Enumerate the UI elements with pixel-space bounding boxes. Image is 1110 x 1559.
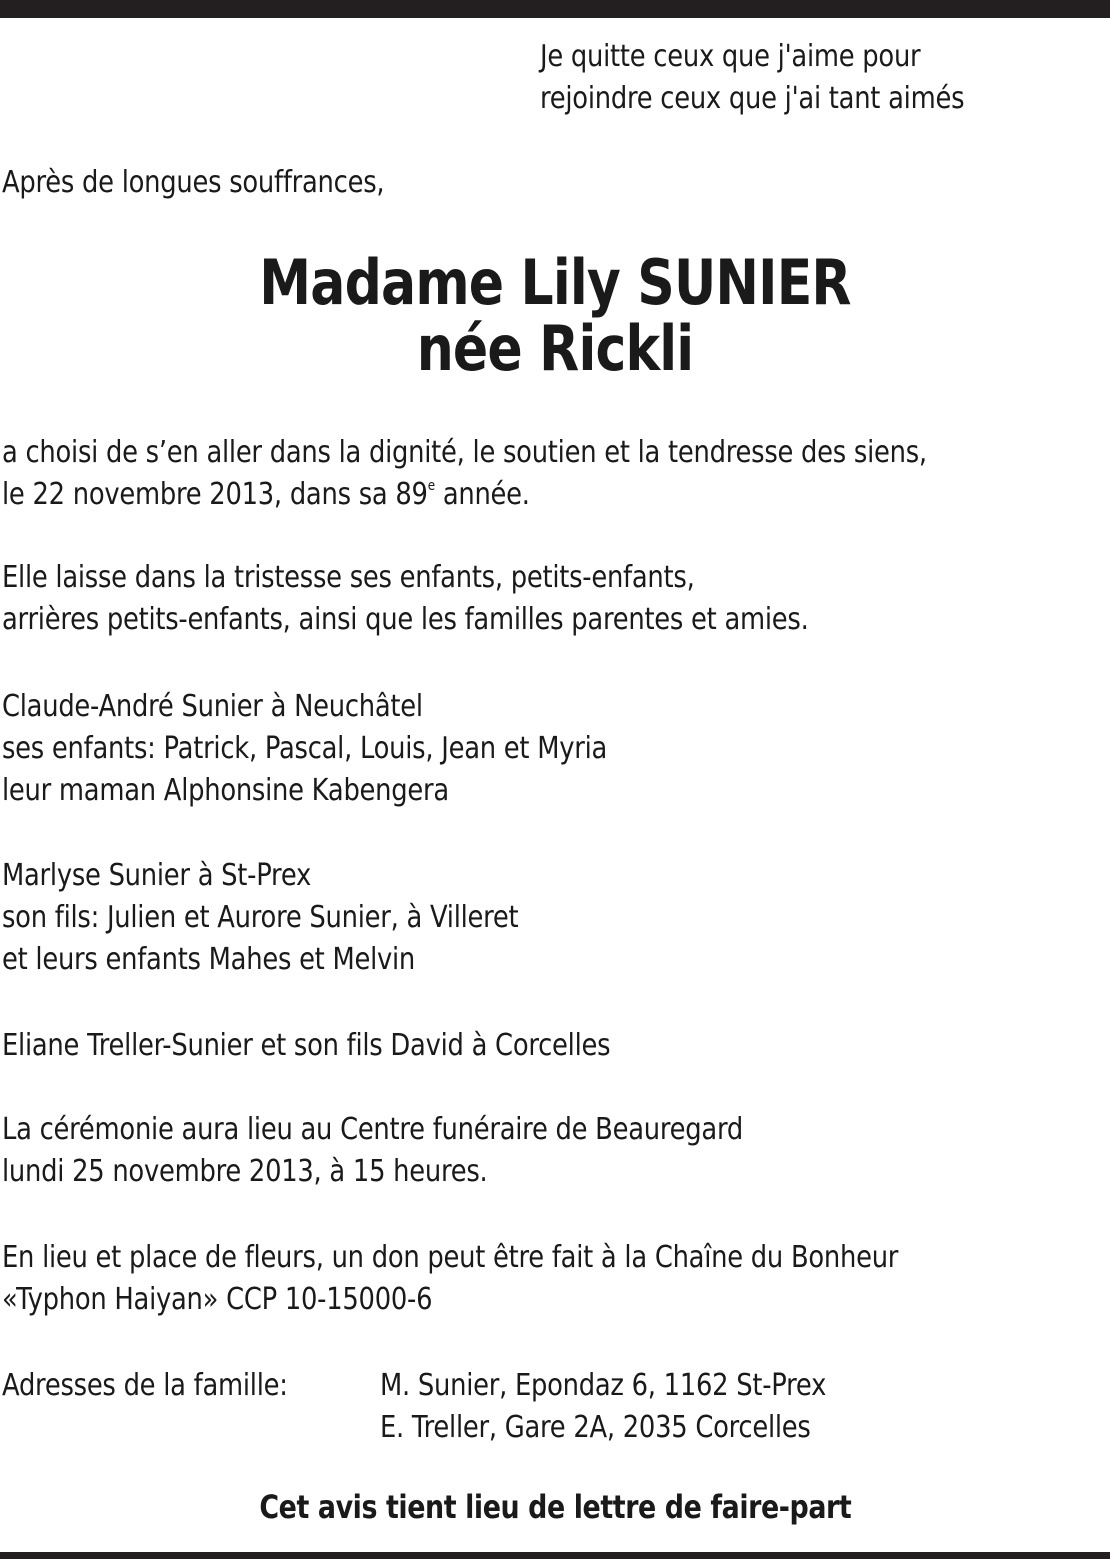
donation — [2, 1237, 1044, 1321]
family-line: son fils: Julien et Aurore Sunier, à Villeret — [2, 900, 519, 935]
intro — [2, 162, 447, 204]
family-group-1 — [2, 686, 706, 812]
ceremony-line: lundi 25 novembre 2013, à 15 heures. — [2, 1154, 488, 1189]
intro-text: Après de longues souffrances, — [2, 165, 385, 200]
mourners — [2, 557, 940, 641]
address-line: E. Treller, Gare 2A, 2035 Corcelles — [380, 1410, 811, 1445]
family-line: et leurs enfants Mahes et Melvin — [2, 942, 416, 977]
address-line: M. Sunier, Epondaz 6, 1162 St-Prex — [380, 1368, 827, 1403]
family-group-3 — [2, 1025, 709, 1067]
deceased-name — [0, 246, 1110, 385]
announcement-date-age: le 22 novembre 2013, dans sa 89 — [2, 477, 428, 512]
addresses-label-text: Adresses de la famille: — [2, 1368, 288, 1403]
ceremony-line: La cérémonie aura lieu au Centre funéraire de Beauregard — [2, 1112, 743, 1147]
family-line: Claude-André Sunier à Neuchâtel — [2, 689, 423, 724]
ordinal-suffix: e — [427, 478, 435, 494]
donation-line: En lieu et place de fleurs, un don peut être fait à la Chaîne du Bonheur — [2, 1240, 899, 1275]
top-border — [0, 0, 1110, 18]
family-line: Eliane Treller-Sunier et son fils David à Corcelles — [2, 1028, 611, 1063]
mourners-line: Elle laisse dans la tristesse ses enfants, petits-enfants, — [2, 560, 695, 595]
family-line: leur maman Alphonsine Kabengera — [2, 773, 449, 808]
epigraph-line: rejoindre ceux que j'ai tant aimés — [540, 81, 965, 116]
addresses-label — [2, 1365, 334, 1407]
family-line: Marlyse Sunier à St-Prex — [2, 858, 312, 893]
family-group-2 — [2, 855, 602, 981]
epigraph-line: Je quitte ceux que j'aime pour — [540, 39, 921, 74]
announcement-year-word: année. — [434, 477, 530, 512]
family-line: ses enfants: Patrick, Pascal, Louis, Jean et Myria — [2, 731, 608, 766]
bottom-border — [0, 1552, 1110, 1559]
closing-note — [0, 1487, 1110, 1527]
mourners-line: arrières petits-enfants, ainsi que les familles parentes et amies. — [2, 602, 809, 637]
addresses-list — [380, 1365, 899, 1449]
ceremony — [2, 1109, 864, 1193]
announcement — [2, 432, 1077, 516]
announcement-line — [2, 474, 927, 516]
donation-line: «Typhon Haiyan» CCP 10-15000-6 — [2, 1282, 433, 1317]
epigraph — [540, 36, 1033, 120]
announcement-line: a choisi de s’en aller dans la dignité, le soutien et la tendresse des siens, — [2, 435, 927, 470]
deceased-maiden-name: née Rickli — [416, 312, 694, 385]
closing-text: Cet avis tient lieu de lettre de faire-part — [259, 1488, 851, 1526]
deceased-full-name: Madame Lily SUNIER — [259, 246, 851, 319]
